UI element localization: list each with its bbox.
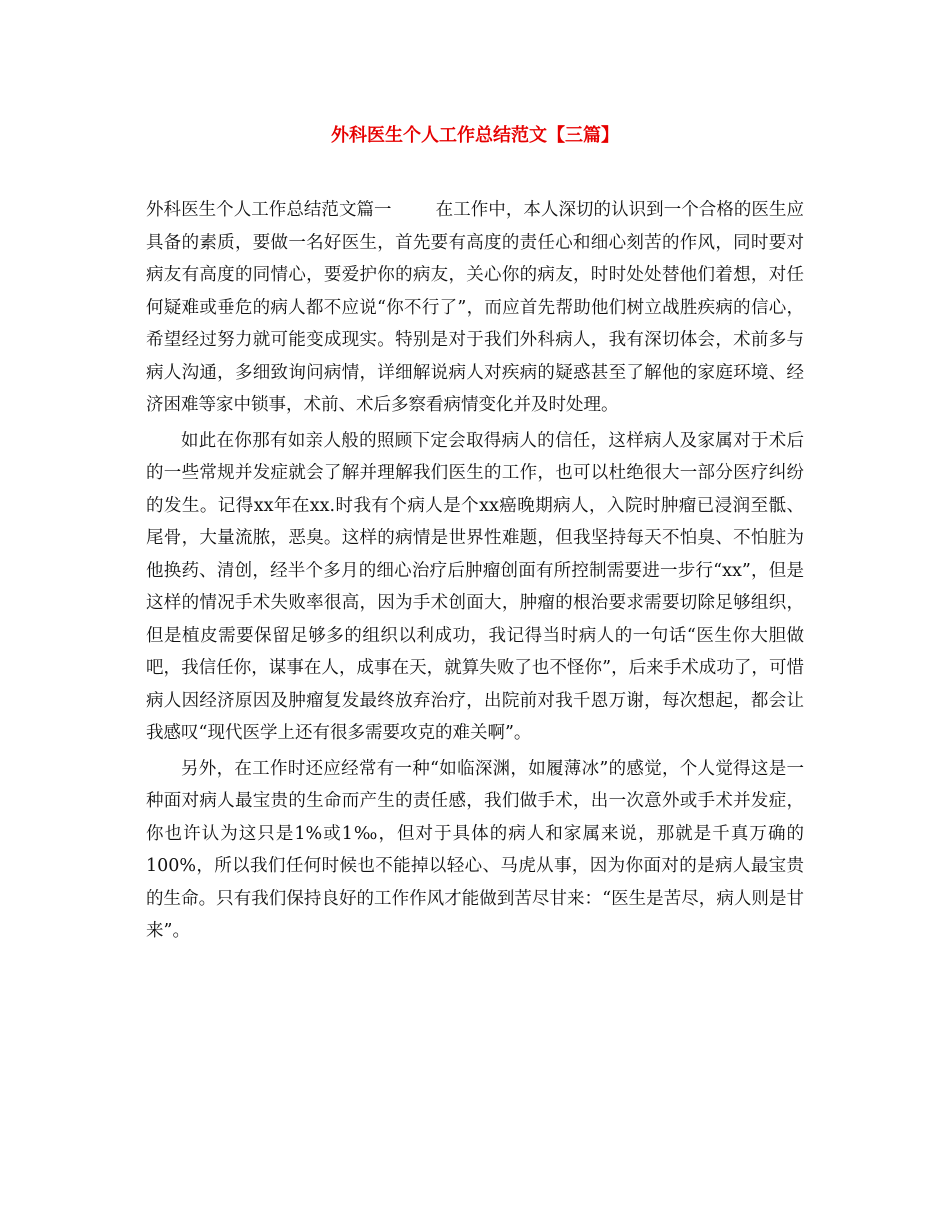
document-title: 外科医生个人工作总结范文【三篇】	[331, 125, 619, 146]
paragraph-1-text: 在工作中，本人深切的认识到一个合格的医生应具备的素质，要做一名好医生，首先要有高度的责任心和细心刻苦的作风，同时要对病友有高度的同情心，要爱护你的病友，关心你的病友，时时处处替他们着想，对任何疑难或垂危的病人都不应说“你不行了”，而应首先帮助他们树立战胜疾病的信心，希望经过努力就可能变成现实。特别是对于我们外科病人，我有深切体会，术前多与病人沟通，多细致询问病情，详细解说病人对疾病的疑惑甚至了解他的家庭环境、经济困难等家中锁事，术前、术后多察看病情变化并及时处理。	[146, 200, 805, 415]
section-heading: 外科医生个人工作总结范文篇一	[146, 200, 392, 220]
paragraph-2: 如此在你那有如亲人般的照顾下定会取得病人的信任，这样病人及家属对于术后的一些常规并发症就会了解并理解我们医生的工作，也可以杜绝很大一部分医疗纠纷的发生。记得xx年在xx.时我有个病人是个xx癌晚期病人，入院时肿瘤已浸润至骶、尾骨，大量流脓，恶臭。这样的病情是世界性难题，但我坚持每天不怕臭、不怕脏为他换药、清创，经半个多月的细心治疗后肿瘤创面有所控制需要进一步行“xx”，但是这样的情况手术失败率很高，因为手术创面大，肿瘤的根治要求需要切除足够组织，但是植皮需要保留足够多的组织以利成功，我记得当时病人的一句话“医生你大胆做吧，我信任你，谋事在人，成事在天，就算失败了也不怪你”，后来手术成功了，可惜病人因经济原因及肿瘤复发最终放弃治疗，出院前对我千恩万谢，每次想起，都会让我感叹“现代医学上还有很多需要攻克的难关啊”。	[146, 430, 804, 743]
paragraph-3: 另外，在工作时还应经常有一种“如临深渊，如履薄冰”的感觉，个人觉得这是一种面对病人最宝贵的生命而产生的责任感，我们做手术，出一次意外或手术并发症，你也许认为这只是1%或1‰，但对于具体的病人和家属来说，那就是千真万确的100%，所以我们任何时候也不能掉以轻心、马虎从事，因为你面对的是病人最宝贵的生命。只有我们保持良好的工作作风才能做到苦尽甘来：“医生是苦尽，病人则是甘来”。	[146, 758, 804, 941]
document-body	[146, 194, 804, 951]
paragraph-1	[146, 194, 804, 422]
